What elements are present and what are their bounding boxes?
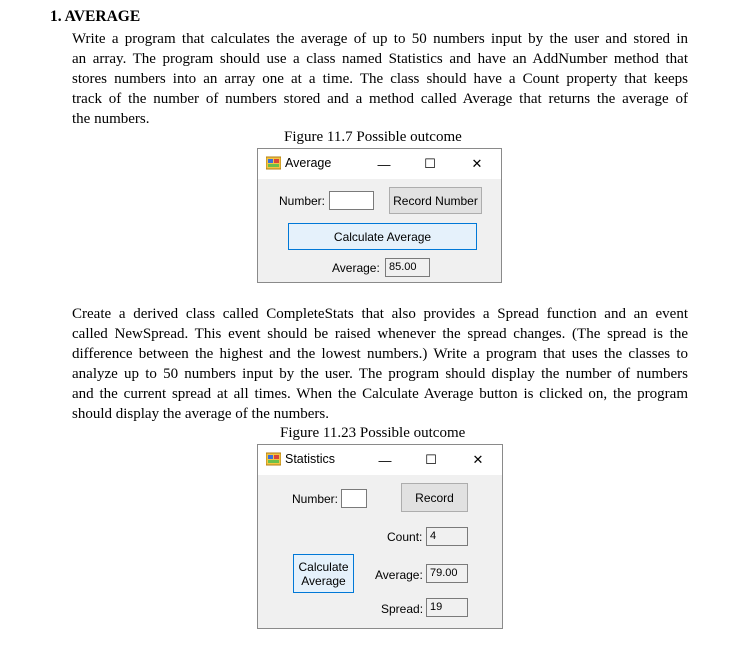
number-input[interactable] — [329, 191, 374, 210]
number-label: Number: — [279, 194, 326, 208]
paragraph-1 — [72, 30, 688, 130]
close-icon: ✕ — [471, 156, 483, 171]
statistics-window — [257, 444, 503, 629]
minimize-icon: — — [377, 156, 391, 172]
maximize-button[interactable] — [408, 445, 454, 475]
count-output: 4 — [426, 527, 468, 546]
average-output: 85.00 — [385, 258, 430, 277]
app-icon — [266, 156, 281, 170]
minimize-icon: — — [378, 452, 392, 468]
average-label: Average: — [375, 568, 423, 582]
paragraph-line: analyze up to 50 numbers input by the user. The program should display the number of numbers — [72, 365, 688, 382]
average-output: 79.00 — [426, 564, 468, 583]
paragraph-line: the numbers. — [72, 110, 150, 127]
close-button[interactable] — [455, 445, 501, 475]
title-bar — [258, 149, 501, 179]
paragraph-line: an array. The program should use a class named Statistics and have an AddNumber method that — [72, 50, 688, 67]
window-title: Statistics — [285, 452, 336, 466]
average-window — [257, 148, 502, 283]
paragraph-line: should display the average of the numbers. — [72, 405, 330, 422]
record-button[interactable]: Record — [401, 483, 468, 512]
record-number-button[interactable]: Record Number — [389, 187, 482, 214]
number-label: Number: — [292, 492, 339, 506]
number-input[interactable] — [341, 489, 367, 508]
paragraph-line: Create a derived class called CompleteStats that also provides a Spread function and an event — [72, 306, 688, 322]
minimize-button[interactable] — [362, 445, 408, 475]
section-heading: 1. AVERAGE — [50, 8, 141, 25]
maximize-icon: ☐ — [425, 452, 437, 467]
count-label: Count: — [387, 530, 423, 544]
paragraph-line: difference between the highest and the lowest numbers.) Write a program that uses the classes to — [72, 345, 688, 362]
paragraph-line: and the current spread at all times. When the Calculate Average button is clicked on, the program — [72, 385, 688, 402]
paragraph-line: stores numbers into an array one at a time. The class should have a Count property that keeps — [72, 70, 688, 87]
paragraph-line: track of the number of numbers stored and a method called Average that returns the average of — [72, 90, 688, 107]
maximize-button[interactable] — [407, 149, 453, 179]
calculate-button-line: Calculate — [298, 559, 349, 574]
maximize-icon: ☐ — [424, 156, 436, 171]
average-label: Average: — [332, 261, 380, 275]
spread-label: Spread: — [381, 602, 424, 616]
close-icon: ✕ — [472, 452, 484, 467]
paragraph-2 — [72, 305, 688, 424]
figure-1-caption: Figure 11.7 Possible outcome — [284, 129, 462, 145]
calculate-button-line: Average — [301, 573, 346, 588]
close-button[interactable] — [454, 149, 500, 179]
figure-2-caption: Figure 11.23 Possible outcome — [280, 425, 466, 441]
title-bar — [258, 445, 502, 475]
minimize-button[interactable] — [361, 149, 407, 179]
calculate-average-button[interactable] — [293, 554, 354, 593]
paragraph-line: Write a program that calculates the average of up to 50 numbers input by the user and stored in — [72, 31, 688, 47]
paragraph-line: called NewSpread. This event should be raised whenever the spread changes. (The spread is the — [72, 325, 688, 342]
spread-output: 19 — [426, 598, 468, 617]
app-icon — [266, 452, 281, 466]
calculate-average-button[interactable]: Calculate Average — [288, 223, 477, 250]
window-title: Average — [285, 156, 332, 170]
